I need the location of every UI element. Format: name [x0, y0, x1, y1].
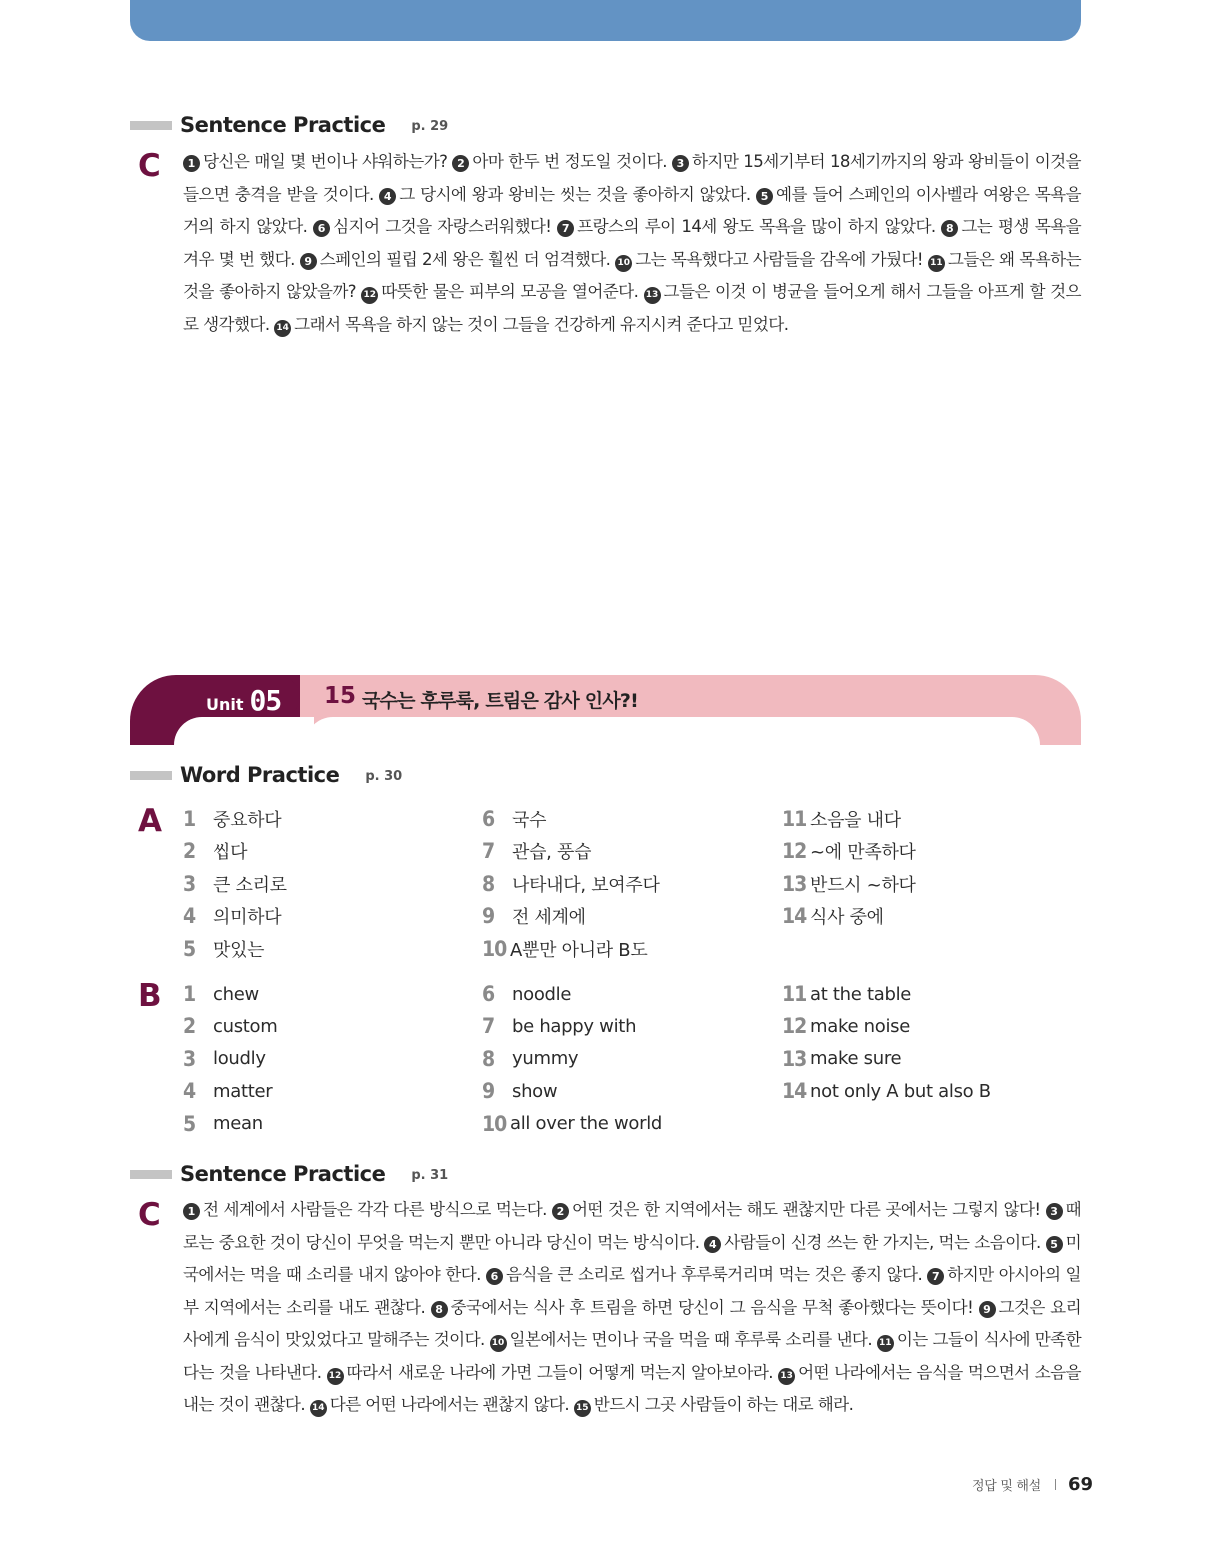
sentence-text: 그들은 왜 목욕하는 것을 좋아하지 않았을까?: [183, 249, 1081, 301]
word-answer: at the table: [810, 983, 912, 1005]
word-item: [183, 901, 281, 931]
word-answer: 큰 소리로: [213, 874, 287, 896]
word-number: 9: [482, 1079, 495, 1104]
sentence-answers-2: [183, 1194, 1081, 1422]
word-item: [782, 901, 884, 931]
word-item: [782, 836, 916, 866]
part-letter-c-2: C: [138, 1197, 161, 1233]
heading-bar: [130, 121, 172, 130]
sentence-text: 미국에서는 먹을 때 소리를 내지 않아야 한다.: [183, 1232, 1082, 1284]
word-item: [482, 979, 571, 1009]
word-number: 1: [183, 807, 196, 831]
sentence-number-badge: 3: [672, 155, 689, 172]
word-answer: 관습, 풍습: [512, 842, 592, 864]
sentence-text: 따라서 새로운 나라에 가면 그들이 어떻게 먹는지 알아보아라.: [346, 1362, 779, 1382]
word-answer: make sure: [810, 1048, 902, 1070]
word-number: 6: [482, 982, 495, 1006]
sentence-text: 그래서 목욕을 하지 않는 것이 그들을 건강하게 유지시켜 준다고 믿었다.: [294, 314, 789, 334]
sentence-number-badge: 14: [274, 320, 291, 337]
word-number: 4: [183, 1079, 196, 1104]
sentence-text: 때로는 중요한 것이 당신이 무엇을 먹는지 뿐만 아니라 당신이 먹는 방식이다.: [183, 1200, 1081, 1252]
word-answer: not only A but also B: [810, 1080, 991, 1102]
sentence-number-badge: 6: [313, 220, 330, 237]
word-item: [782, 979, 911, 1009]
word-item: [482, 901, 586, 931]
sentence-text: 반드시 그곳 사람들이 하는 대로 해라.: [593, 1395, 854, 1414]
word-number: 10: [482, 936, 507, 961]
word-answer: all over the world: [510, 1113, 663, 1135]
sentence-text: 그들은 이것 이 병균을 들어오게 해서 그들을 아프게 할 것으로 생각했다.: [183, 282, 1081, 334]
word-item: [482, 869, 660, 899]
sentence-text: 하지만 아시아의 일부 지역에서는 소리를 내도 괜찮다.: [183, 1265, 1081, 1317]
heading-bar: [130, 771, 172, 780]
word-answer: make noise: [810, 1015, 911, 1037]
word-answer: ~에 만족하다: [810, 842, 916, 864]
word-number: 11: [782, 807, 807, 831]
sentence-text: 사람들이 신경 쓰는 한 가지는, 먹는 소음이다.: [724, 1232, 1046, 1252]
sentence-text: 하지만 15세기부터 18세기까지의 왕과 왕비들이 이것을 들으면 충격을 받을 것이다.: [183, 152, 1081, 204]
word-item: [482, 804, 546, 834]
sentence-number-badge: 11: [877, 1335, 894, 1352]
sentence-text: 어떤 것은 한 지역에서는 해도 괜찮지만 다른 곳에서는 그렇지 않다!: [571, 1200, 1046, 1219]
word-item: [482, 1044, 578, 1074]
part-letter-c-1: C: [138, 148, 161, 184]
word-number: 1: [183, 982, 196, 1006]
unit-number: 05: [249, 684, 282, 717]
sentence-text: 전 세계에서 사람들은 각각 다른 방식으로 먹는다.: [203, 1200, 552, 1219]
word-number: 10: [482, 1111, 507, 1136]
word-answer: matter: [213, 1080, 273, 1102]
word-answer: 소음을 내다: [810, 810, 901, 831]
sentence-number-badge: 2: [452, 155, 469, 172]
word-answer: mean: [213, 1113, 263, 1135]
sentence-number-badge: 3: [1046, 1203, 1063, 1220]
sentence-number-badge: 8: [941, 220, 958, 237]
sentence-text: 중국에서는 식사 후 트림을 하면 당신이 그 음식을 무척 좋아했다는 뜻이다!: [450, 1297, 979, 1317]
word-number: 6: [482, 807, 495, 831]
word-answer: 국수: [512, 810, 547, 831]
sentence-text: 심지어 그것을 자랑스러워했다!: [333, 217, 558, 236]
word-number: 9: [482, 904, 495, 929]
sentence-text: 음식을 큰 소리로 씹거나 후루룩거리며 먹는 것은 좋지 않다.: [505, 1265, 928, 1284]
unit-banner: [130, 675, 1081, 745]
section-page-ref: p. 29: [411, 119, 449, 134]
sentence-number-badge: 8: [431, 1301, 448, 1318]
part-letter-b: B: [138, 978, 162, 1014]
word-number: 14: [782, 1079, 807, 1104]
word-item: [482, 934, 647, 964]
word-item: [183, 1044, 266, 1074]
word-item: [782, 1076, 991, 1106]
word-number: 8: [482, 1046, 495, 1071]
sentence-number-badge: 12: [361, 287, 378, 304]
word-item: [782, 1011, 910, 1041]
word-answer: 반드시 ~하다: [810, 874, 916, 896]
sentence-text: 그는 평생 목욕을 겨우 몇 번 했다.: [183, 217, 1081, 269]
sentence-text: 아마 한두 번 정도일 것이다.: [472, 152, 672, 171]
sentence-text: 스페인의 필립 2세 왕은 훨씬 더 엄격했다.: [319, 249, 616, 269]
sentence-number-badge: 10: [490, 1335, 507, 1352]
word-answer: 전 세계에: [512, 907, 586, 929]
word-item: [183, 1109, 263, 1139]
sentence-text: 그것은 요리사에게 음식이 맛있었다고 말해주는 것이다.: [183, 1297, 1082, 1349]
word-answer: chew: [213, 983, 259, 1005]
sentence-number-badge: 2: [552, 1203, 569, 1220]
sentence-number-badge: 1: [183, 1203, 200, 1220]
word-number: 13: [782, 1046, 807, 1071]
lesson-number: 15: [324, 683, 357, 709]
footer-label: 정답 및 해설: [971, 1479, 1041, 1494]
sentence-number-badge: 13: [778, 1368, 795, 1385]
word-number: 13: [782, 871, 807, 896]
word-number: 11: [782, 982, 807, 1006]
word-answer: 의미하다: [213, 907, 282, 929]
word-number: 12: [782, 1014, 807, 1039]
sentence-number-badge: 14: [310, 1400, 327, 1417]
word-item: [183, 1011, 278, 1041]
sentence-number-badge: 4: [704, 1236, 721, 1253]
word-answer: 중요하다: [213, 810, 282, 831]
sentence-text: 따뜻한 물은 피부의 모공을 열어준다.: [381, 282, 644, 301]
word-item: [183, 836, 247, 866]
word-item: [183, 1076, 272, 1106]
sentence-number-badge: 12: [327, 1368, 344, 1385]
word-answer: A뿐만 아니라 B도: [510, 939, 648, 961]
word-answer: 맛있는: [213, 939, 265, 961]
word-answer: custom: [213, 1015, 278, 1037]
sentence-text: 일본에서는 면이나 국을 먹을 때 후루룩 소리를 낸다.: [509, 1330, 877, 1349]
word-number: 2: [183, 839, 196, 864]
footer-separator: [1055, 1479, 1056, 1490]
sentence-text: 그 당시에 왕과 왕비는 씻는 것을 좋아하지 않았다.: [399, 184, 757, 204]
sentence-practice-heading-2: [130, 1161, 448, 1187]
sentence-number-badge: 10: [615, 255, 632, 272]
word-item: [482, 836, 591, 866]
word-item: [183, 979, 259, 1009]
sentence-answers-1: [183, 146, 1081, 341]
word-item: [482, 1076, 557, 1106]
word-number: 5: [183, 1111, 196, 1136]
lesson-title: 국수는 후루룩, 트림은 감사 인사?!: [362, 690, 638, 712]
unit-label: [206, 684, 281, 717]
sentence-number-badge: 4: [379, 188, 396, 205]
word-item: [782, 869, 916, 899]
word-practice-heading: [130, 762, 402, 788]
sentence-number-badge: 6: [486, 1268, 503, 1285]
word-number: 7: [482, 1014, 495, 1039]
sentence-text: 프랑스의 루이 14세 왕도 목욕을 많이 하지 않았다.: [577, 217, 942, 236]
sentence-number-badge: 5: [1046, 1236, 1063, 1253]
word-item: [482, 1011, 636, 1041]
section-page-ref: p. 31: [411, 1168, 449, 1183]
word-answer: 씹다: [213, 842, 248, 864]
word-number: 5: [183, 936, 196, 961]
word-item: [782, 804, 901, 834]
word-answer: be happy with: [512, 1015, 637, 1037]
word-number: 3: [183, 1046, 196, 1071]
word-answer: 식사 중에: [810, 907, 884, 929]
word-number: 4: [183, 904, 196, 929]
sentence-number-badge: 7: [927, 1268, 944, 1285]
sentence-text: 이는 그들이 식사에 만족한다는 것을 나타낸다.: [183, 1330, 1082, 1382]
sentence-number-badge: 15: [574, 1400, 591, 1417]
part-letter-a: A: [138, 803, 162, 839]
word-number: 8: [482, 871, 495, 896]
word-item: [183, 869, 287, 899]
sentence-text: 다른 어떤 나라에서는 괜찮지 않다.: [329, 1395, 574, 1414]
section-title: Sentence Practice: [180, 113, 386, 137]
sentence-number-badge: 7: [557, 220, 574, 237]
sentence-practice-heading-1: [130, 112, 448, 138]
sentence-number-badge: 9: [979, 1301, 996, 1318]
page-number: 69: [1067, 1474, 1093, 1495]
word-answer: show: [512, 1080, 558, 1102]
sentence-number-badge: 13: [644, 287, 661, 304]
unit-banner-curve: [305, 717, 1040, 747]
sentence-number-badge: 9: [300, 253, 317, 270]
word-item: [482, 1109, 662, 1139]
sentence-text: 그는 목욕했다고 사람들을 감옥에 가뒀다!: [635, 249, 928, 269]
word-number: 14: [782, 904, 807, 929]
section-page-ref: p. 30: [365, 769, 403, 784]
word-answer: noodle: [512, 983, 572, 1005]
word-number: 7: [482, 839, 495, 864]
section-title: Word Practice: [180, 763, 340, 787]
word-answer: 나타내다, 보여주다: [512, 874, 660, 896]
sentence-number-badge: 11: [928, 255, 945, 272]
unit-word: Unit: [206, 695, 244, 714]
sentence-text: 예를 들어 스페인의 이사벨라 여왕은 목욕을 거의 하지 않았다.: [183, 184, 1081, 236]
section-title: Sentence Practice: [180, 1162, 386, 1186]
word-item: [183, 934, 264, 964]
sentence-text: 어떤 나라에서는 음식을 먹으면서 소음을 내는 것이 괜찮다.: [183, 1362, 1081, 1414]
unit-banner-inner-curve: [174, 717, 314, 747]
word-number: 3: [183, 871, 196, 896]
word-item: [782, 1044, 901, 1074]
word-number: 12: [782, 839, 807, 864]
word-answer: loudly: [213, 1048, 266, 1070]
heading-bar: [130, 1170, 172, 1179]
word-number: 2: [183, 1014, 196, 1039]
sentence-number-badge: 1: [183, 155, 200, 172]
page-footer: [972, 1474, 1093, 1495]
sentence-text: 당신은 매일 몇 번이나 샤워하는가?: [203, 152, 453, 171]
sentence-number-badge: 5: [756, 188, 773, 205]
word-answer: yummy: [512, 1048, 579, 1070]
word-item: [183, 804, 281, 834]
top-color-band: [130, 0, 1081, 41]
